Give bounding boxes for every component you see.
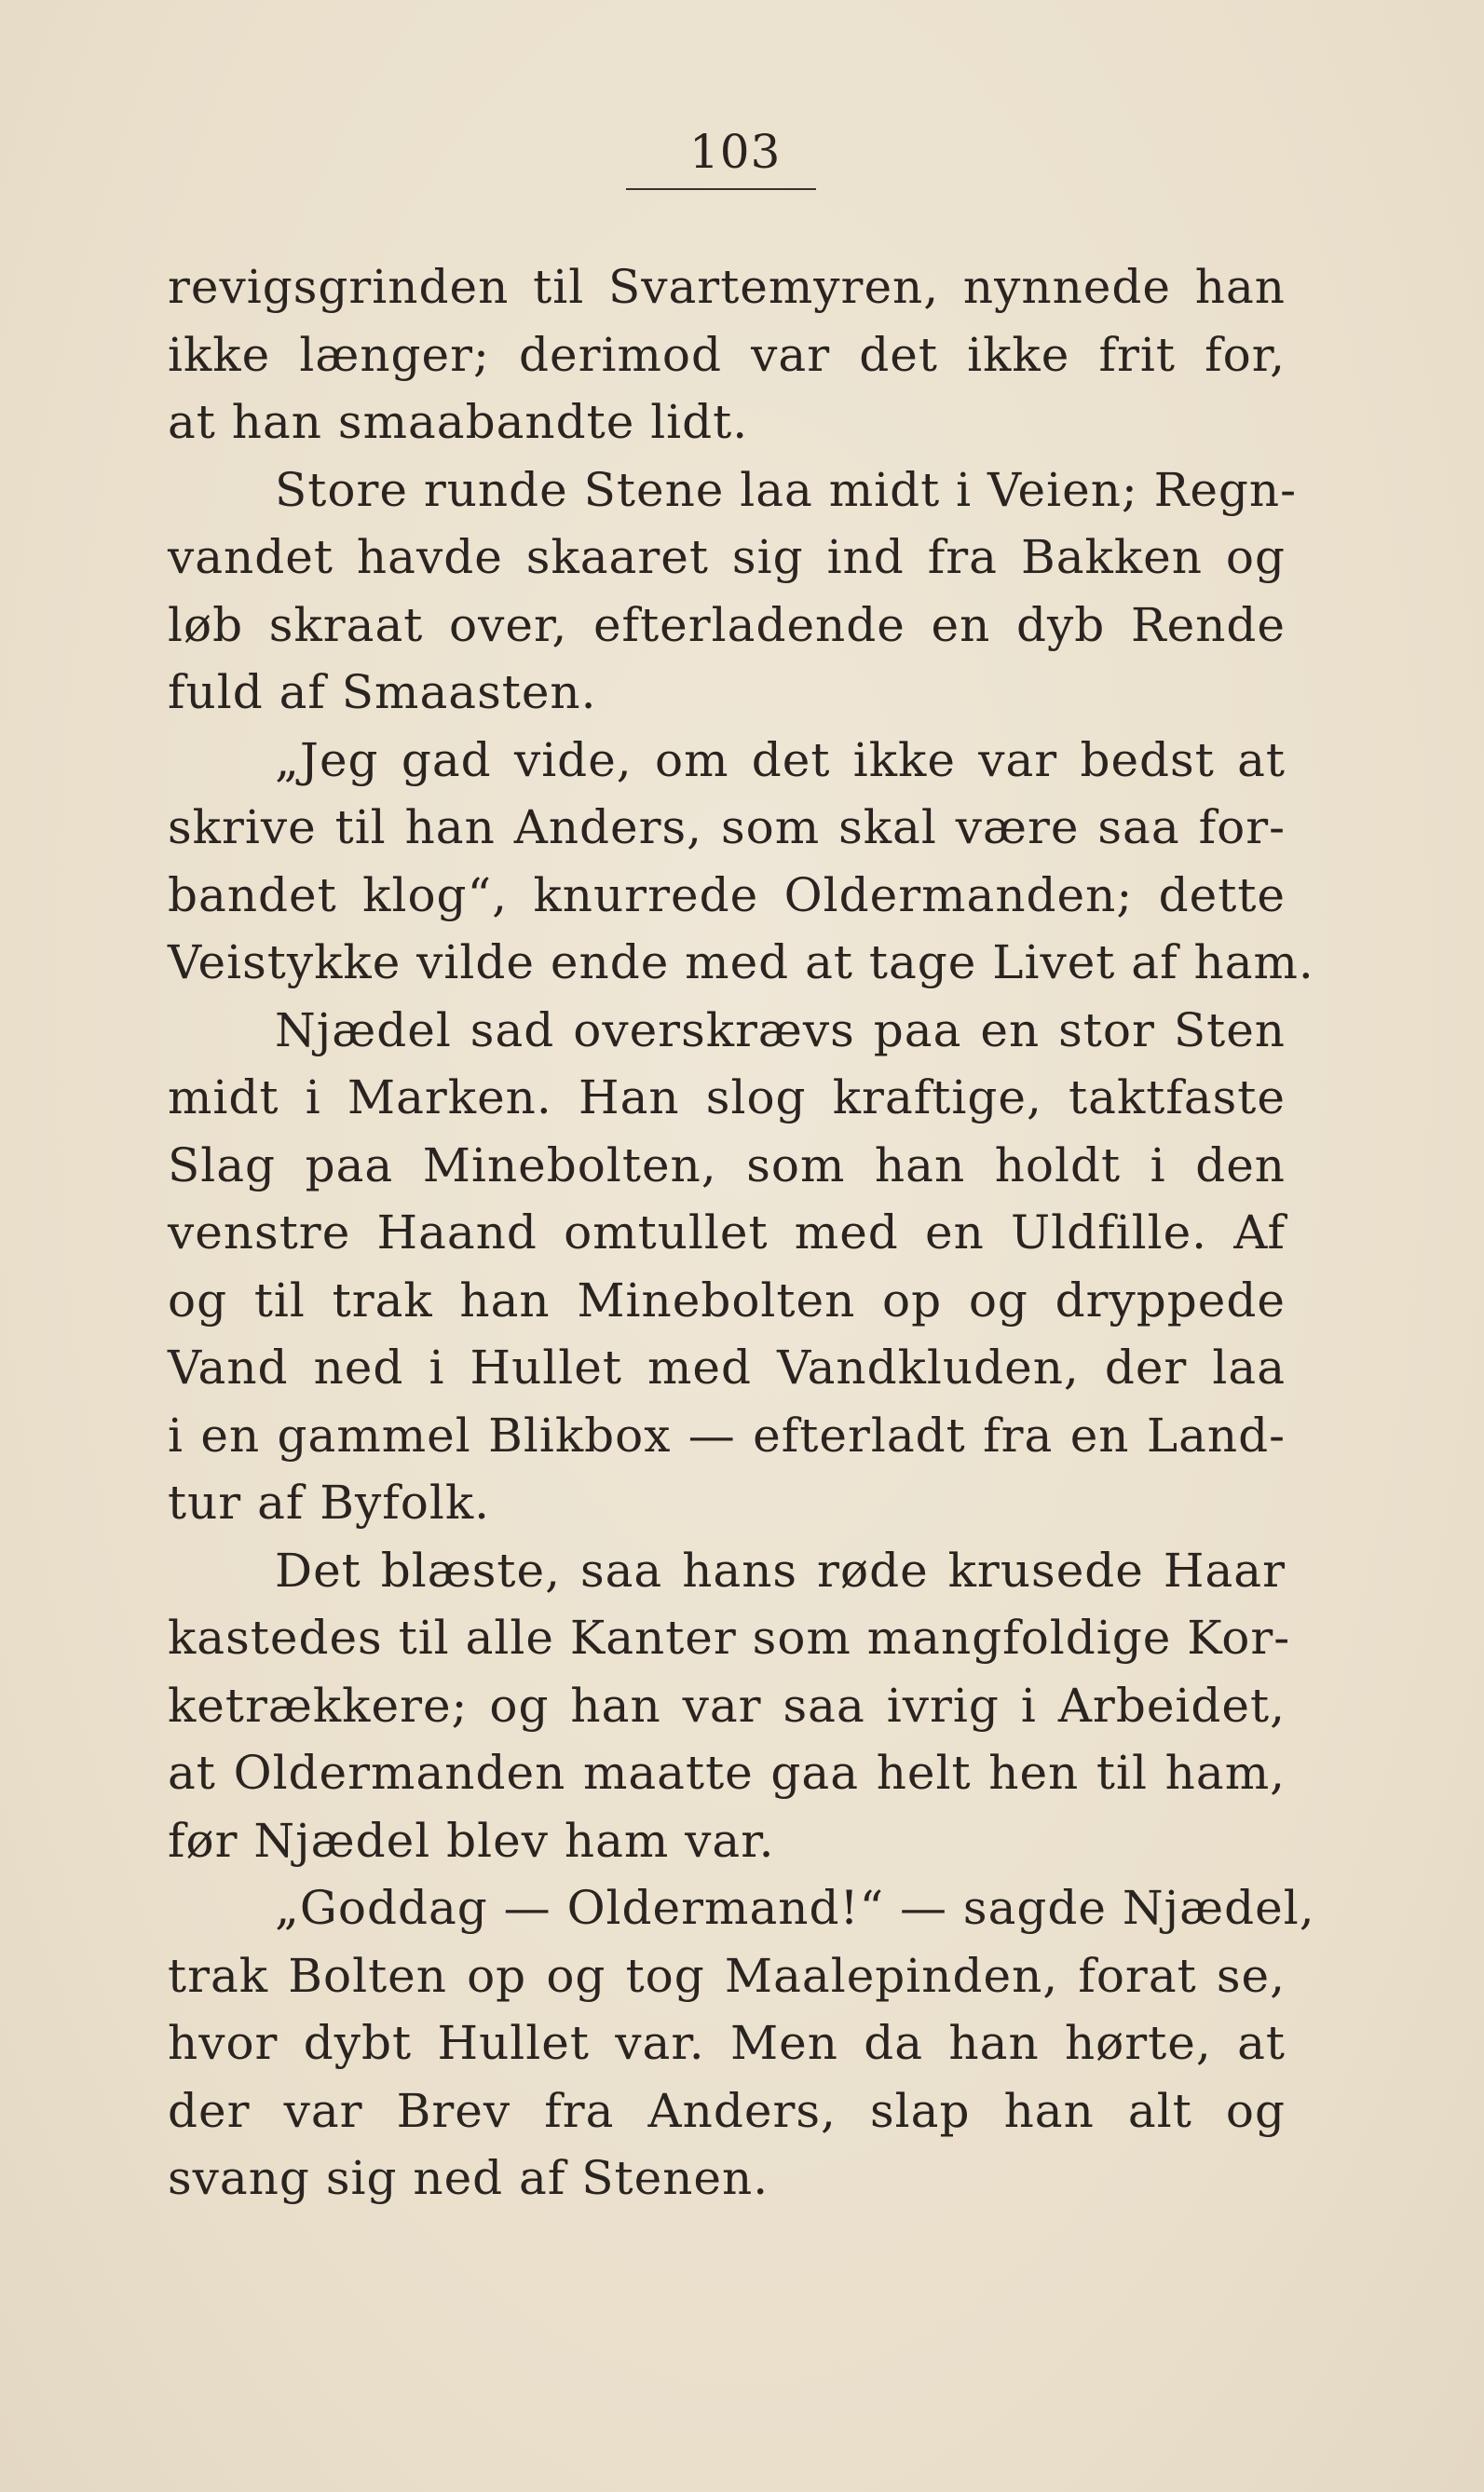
text-line: trak Bolten op og tog Maalepinden, forat se,	[168, 1948, 1286, 2003]
text-line: venstre Haand omtullet med en Uldfille. Af	[168, 1205, 1286, 1260]
page-header	[0, 119, 1484, 203]
text-line: Vand ned i Hullet med Vandkluden, der laa	[168, 1341, 1286, 1395]
text-line: at han smaabandte lidt.	[168, 395, 749, 449]
text-line: Njædel sad overskrævs paa en stor Sten	[275, 1002, 1286, 1057]
text-line: og til trak han Minebolten op og dryppede	[168, 1273, 1286, 1328]
text-line: tur af Byfolk.	[168, 1476, 491, 1530]
page-number: 103	[689, 125, 782, 179]
text-line: Det blæste, saa hans røde krusede Haar	[275, 1543, 1286, 1598]
text-line: Veistykke vilde ende med at tage Livet af ham.	[168, 935, 1314, 989]
text-line: midt i Marken. Han slog kraftige, taktfaste	[168, 1070, 1286, 1124]
text-line: svang sig ned af Stenen.	[168, 2151, 769, 2205]
text-line: hvor dybt Hullet var. Men da han hørte, at	[168, 2016, 1286, 2070]
text-line: før Njædel blev ham var.	[168, 1813, 775, 1868]
text-line: vandet havde skaaret sig ind fra Bakken og	[168, 530, 1286, 584]
text-line: revigsgrinden til Svartemyren, nynnede han	[168, 260, 1286, 314]
text-line: Store runde Stene laa midt i Veien; Regn-	[275, 462, 1298, 517]
text-line: skrive til han Anders, som skal være saa for-	[168, 800, 1286, 854]
text-line: „Goddag — Oldermand!“ — sagde Njædel,	[275, 1881, 1315, 1935]
text-line: Slag paa Minebolten, som han holdt i den	[168, 1137, 1286, 1192]
body-text	[168, 253, 1315, 2213]
header-rule	[626, 188, 816, 190]
text-line: fuld af Smaasten.	[168, 665, 597, 719]
text-line: at Oldermanden maatte gaa helt hen til ham,	[168, 1746, 1286, 1800]
text-line: der var Brev fra Anders, slap han alt og	[168, 2083, 1286, 2138]
text-line: bandet klog“, knurrede Oldermanden; dette	[168, 867, 1286, 922]
text-line: kastedes til alle Kanter som mangfoldige Kor-	[168, 1611, 1291, 1665]
text-line: ketrækkere; og han var saa ivrig i Arbeidet,	[168, 1678, 1286, 1733]
text-line: ikke længer; derimod var det ikke frit for,	[168, 327, 1286, 382]
text-line: løb skraat over, efterladende en dyb Rende	[168, 597, 1286, 652]
text-line: i en gammel Blikbox — efterladt fra en Land-	[168, 1408, 1286, 1463]
text-line: „Jeg gad vide, om det ikke var bedst at	[275, 732, 1286, 787]
